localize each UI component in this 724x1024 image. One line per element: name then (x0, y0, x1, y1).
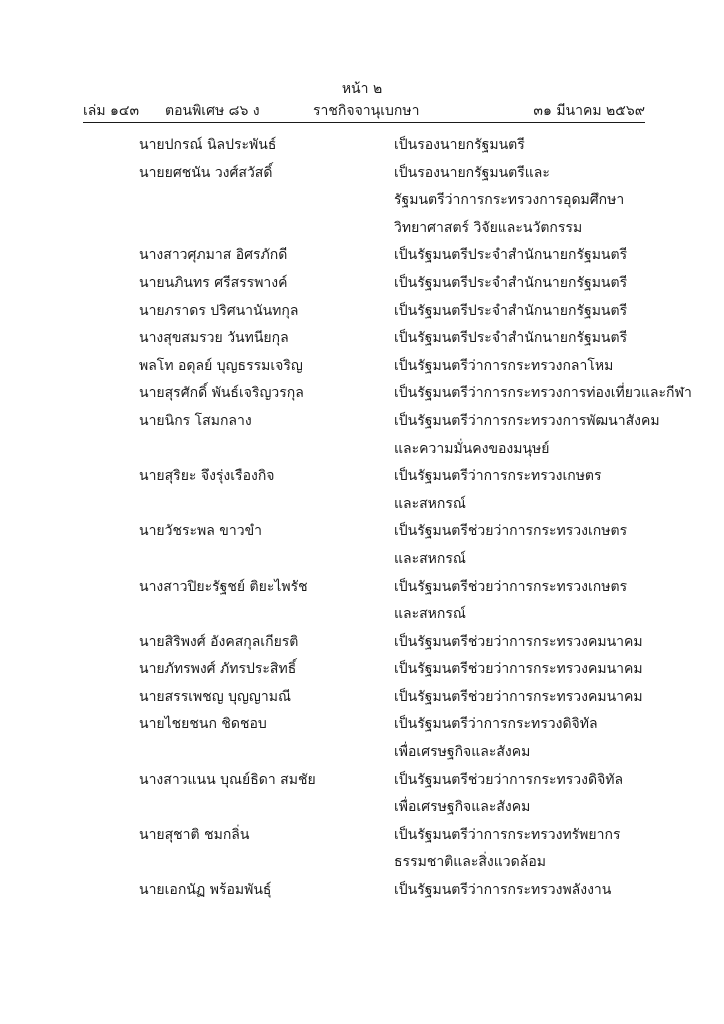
position-title: และสหกรณ์ (394, 495, 466, 512)
position-title: เพื่อเศรษฐกิจและสังคม (394, 744, 531, 761)
appointment-entry (0, 822, 724, 877)
position-title: และความมั่นคงของมนุษย์ (394, 440, 550, 457)
position-title: วิทยาศาสตร์ วิจัยและนวัตกรรม (394, 219, 583, 236)
entry-line (0, 822, 724, 850)
entry-line (0, 187, 724, 215)
entry-line (0, 215, 724, 243)
position-title: เป็นรัฐมนตรีประจำสำนักนายกรัฐมนตรี (394, 247, 628, 264)
position-title: เป็นรัฐมนตรีว่าการกระทรวงทรัพยากร (394, 826, 621, 843)
appointee-name: นายนภินทร ศรีสรรพางค์ (139, 274, 288, 291)
volume-label: เล่ม ๑๔๓ (83, 103, 140, 119)
appointment-entry (0, 684, 724, 712)
position-title: และสหกรณ์ (394, 550, 466, 567)
position-title: เป็นรัฐมนตรีช่วยว่าการกระทรวงเกษตร (394, 523, 628, 540)
position-title: เป็นรัฐมนตรีว่าการกระทรวงการพัฒนาสังคม (394, 412, 660, 429)
entry-line (0, 767, 724, 795)
appointee-name: นางสุขสมรวย วันทนียกุล (139, 330, 289, 347)
entry-line (0, 436, 724, 464)
appointee-name: นางสาวปิยะรัฐชย์ ติยะไพรัช (139, 578, 308, 595)
entry-line (0, 546, 724, 574)
entry-line (0, 574, 724, 602)
position-title: เป็นรัฐมนตรีว่าการกระทรวงการท่องเที่ยวและกีฬา (394, 385, 692, 402)
position-title: เป็นรัฐมนตรีว่าการกระทรวงพลังงาน (394, 882, 612, 899)
page-number: หน้า ๒ (341, 81, 383, 97)
entry-line (0, 132, 724, 160)
position-title: ธรรมชาติและสิ่งแวดล้อม (394, 854, 546, 871)
appointment-entry (0, 408, 724, 463)
publication-date: ๓๑ มีนาคม ๒๕๖๙ (533, 103, 645, 119)
position-title: เพื่อเศรษฐกิจและสังคม (394, 799, 531, 816)
appointment-entry (0, 656, 724, 684)
appointment-entry (0, 353, 724, 381)
entry-line (0, 656, 724, 684)
position-title: เป็นรัฐมนตรีช่วยว่าการกระทรวงคมนาคม (394, 688, 643, 705)
entry-line (0, 298, 724, 326)
entry-line (0, 711, 724, 739)
appointment-entry (0, 380, 724, 408)
position-title: เป็นรัฐมนตรีช่วยว่าการกระทรวงคมนาคม (394, 661, 643, 678)
appointment-entry (0, 132, 724, 160)
entry-line (0, 877, 724, 905)
appointment-entry (0, 877, 724, 905)
appointee-name: นางสาวแนน บุณย์ธิดา สมชัย (139, 771, 316, 788)
appointee-name: นายสรรเพชญ บุญญามณี (139, 688, 291, 705)
entry-line (0, 629, 724, 657)
appointment-entry (0, 325, 724, 353)
appointee-name: นางสาวศุภมาส อิศรภักดี (139, 247, 288, 264)
appointment-entry (0, 518, 724, 573)
appointee-name: นายนิกร โสมกลาง (139, 412, 252, 429)
position-title: เป็นรัฐมนตรีช่วยว่าการกระทรวงเกษตร (394, 578, 628, 595)
position-title: เป็นรัฐมนตรีว่าการกระทรวงกลาโหม (394, 357, 614, 374)
appointee-name: นายสิริพงศ์ อังคสกุลเกียรติ (139, 633, 299, 650)
appointee-name: นายสุริยะ จึงรุ่งเรืองกิจ (139, 468, 275, 485)
appointee-name: นายสุชาติ ชมกลิ่น (139, 826, 250, 843)
appointee-name: นายปกรณ์ นิลประพันธ์ (139, 137, 277, 153)
appointment-entry (0, 629, 724, 657)
position-title: เป็นรัฐมนตรีประจำสำนักนายกรัฐมนตรี (394, 302, 628, 319)
appointment-entry (0, 767, 724, 822)
entry-line (0, 270, 724, 298)
entry-line (0, 849, 724, 877)
appointee-name: พลโท อดุลย์ บุญธรรมเจริญ (139, 357, 303, 374)
appointee-name: นายไชยชนก ชิดชอบ (139, 716, 267, 733)
special-issue-label: ตอนพิเศษ ๘๖ ง (165, 103, 260, 119)
position-title: เป็นรัฐมนตรีว่าการกระทรวงดิจิทัล (394, 716, 598, 733)
position-title: เป็นรองนายกรัฐมนตรีและ (394, 164, 550, 181)
entry-line (0, 518, 724, 546)
appointee-name: นายสุรศักดิ์ พันธ์เจริญวรกุล (139, 385, 304, 402)
entry-line (0, 491, 724, 519)
appointee-name: นายวัชระพล ขาวขำ (139, 523, 263, 540)
publication-title: ราชกิจจานุเบกษา (313, 103, 420, 119)
position-title: เป็นรัฐมนตรีว่าการกระทรวงเกษตร (394, 468, 602, 485)
position-title: เป็นรัฐมนตรีช่วยว่าการกระทรวงคมนาคม (394, 633, 643, 650)
appointment-entry (0, 463, 724, 518)
appointee-name: นายเอกนัฏ พร้อมพันธุ์ (139, 882, 272, 899)
position-title: เป็นรัฐมนตรีประจำสำนักนายกรัฐมนตรี (394, 330, 628, 347)
appointment-entry (0, 574, 724, 629)
position-title: เป็นรองนายกรัฐมนตรี (394, 137, 525, 153)
position-title: เป็นรัฐมนตรีช่วยว่าการกระทรวงดิจิทัล (394, 771, 624, 788)
appointment-entry (0, 160, 724, 243)
gazette-header (83, 100, 645, 123)
appointment-entry (0, 711, 724, 766)
entry-line (0, 380, 724, 408)
entry-line (0, 739, 724, 767)
entry-line (0, 684, 724, 712)
entry-line (0, 794, 724, 822)
position-title: รัฐมนตรีว่าการกระทรวงการอุดมศึกษา (394, 192, 625, 209)
entry-line (0, 325, 724, 353)
appointment-entry (0, 270, 724, 298)
entry-line (0, 463, 724, 491)
appointee-name: นายภัทรพงศ์ ภัทรประสิทธิ์ (139, 661, 297, 678)
appointment-list (0, 132, 724, 905)
position-title: และสหกรณ์ (394, 606, 466, 623)
appointment-entry (0, 298, 724, 326)
entry-line (0, 408, 724, 436)
appointee-name: นายยศชนัน วงศ์สวัสดิ์ (139, 164, 273, 181)
entry-line (0, 601, 724, 629)
appointment-entry (0, 242, 724, 270)
position-title: เป็นรัฐมนตรีประจำสำนักนายกรัฐมนตรี (394, 274, 628, 291)
entry-line (0, 242, 724, 270)
entry-line (0, 353, 724, 381)
appointee-name: นายภราดร ปริศนานันทกุล (139, 302, 299, 319)
entry-line (0, 160, 724, 188)
